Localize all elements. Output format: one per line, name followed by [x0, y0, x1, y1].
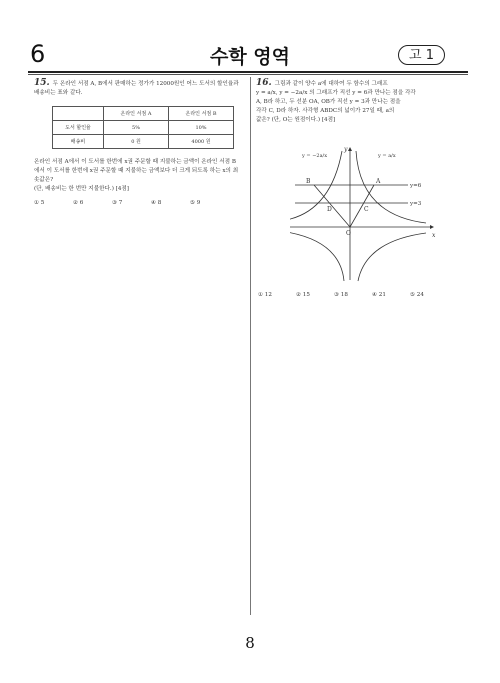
price-table — [52, 106, 234, 149]
header-rule-thin — [28, 74, 468, 75]
answer-option[interactable]: ⑤ 9 — [190, 200, 201, 206]
question-16-text: 그림과 같이 양수 a에 대하여 두 함수의 그래프 — [274, 81, 388, 87]
point-b-label: B — [306, 178, 311, 185]
segment-ob — [314, 185, 350, 227]
answer-option[interactable]: ③ 18 — [334, 292, 348, 298]
question-15-text: 두 온라인 서점 A, B에서 판매하는 정가가 12000원인 어느 도서의 할인율과 배송비는 표와 같다. — [34, 81, 239, 96]
question-16-line: A, B라 하고, 두 선분 OA, OB가 직선 y = 3과 만나는 점을 — [256, 99, 401, 105]
axis-label-x: x — [432, 232, 436, 239]
question-16 — [256, 79, 462, 125]
table-cell: 10% — [169, 121, 234, 135]
question-15-options — [34, 200, 240, 206]
answer-option[interactable]: ③ 7 — [112, 200, 123, 206]
question-15-prompt: 온라인 서점 A에서 이 도서를 한번에 x권 주문할 때 지불하는 금액이 온라인 서점 B에서 이 도서를 한번에 x권 주문할 때 지불하는 금액보다 더 크게 되도록 하는 x의 최솟값은? — [34, 159, 239, 183]
curve-a-over-x-q3 — [290, 231, 344, 281]
question-16-line: y = a/x, y = −2a/x 의 그래프가 직선 y = 6과 만나는 점을 각각 — [256, 90, 416, 96]
table-header-row — [53, 107, 234, 121]
table-cell: 5% — [104, 121, 169, 135]
point-d-label: D — [327, 206, 332, 213]
answer-option[interactable]: ⑤ 24 — [410, 292, 424, 298]
page-title: 수학 영역 — [209, 46, 291, 68]
question-16-line: 각각 C, D라 하자. 사각형 ABDC의 넓이가 27일 때, a의 — [256, 108, 395, 114]
answer-option[interactable]: ② 6 — [73, 200, 84, 206]
table-cell: 도서 할인율 — [53, 121, 104, 135]
table-row — [53, 121, 234, 135]
question-15-number: 15. — [34, 78, 50, 88]
line-y3-label: y=3 — [410, 201, 422, 207]
table-cell: 0 원 — [104, 135, 169, 149]
segment-oa — [350, 185, 374, 227]
answer-option[interactable]: ④ 8 — [151, 200, 162, 206]
curve-right-label: y = a/x — [378, 153, 396, 159]
answer-option[interactable]: ① 12 — [258, 292, 272, 298]
question-16-line: 값은? (단, O는 원점이다.) [4점] — [256, 117, 336, 123]
page-number-footer: 8 — [245, 634, 255, 652]
question-15 — [34, 79, 240, 206]
grade-badge: 고 1 — [398, 45, 445, 65]
column-divider — [250, 77, 251, 615]
point-c-label: C — [364, 206, 369, 213]
question-15-note: (단, 배송비는 한 번만 지불한다.) [4점] — [34, 186, 129, 192]
line-y6-label: y=6 — [410, 183, 422, 189]
curve-left-label: y = −2a/x — [302, 153, 328, 159]
section-number: 6 — [30, 40, 46, 68]
point-a-label: A — [376, 178, 381, 185]
axis-label-y: y — [344, 146, 348, 153]
curve-neg-2a-over-x-q2 — [290, 151, 342, 221]
header-rule — [28, 71, 468, 73]
question-16-number: 16. — [256, 78, 272, 88]
answer-option[interactable]: ② 15 — [296, 292, 310, 298]
table-header-cell: 온라인 서점 A — [104, 107, 169, 121]
y-axis-arrow-icon — [348, 147, 352, 151]
table-header-cell: 온라인 서점 B — [169, 107, 234, 121]
question-16-line — [256, 79, 462, 89]
x-axis-arrow-icon — [430, 225, 434, 229]
table-cell: 4000 원 — [169, 135, 234, 149]
table-cell: 배송비 — [53, 135, 104, 149]
table-row — [53, 135, 234, 149]
question-16-options — [258, 292, 448, 298]
answer-option[interactable]: ④ 21 — [372, 292, 386, 298]
curve-neg-2a-over-x-q4 — [358, 233, 426, 281]
origin-label: O — [346, 230, 351, 237]
question-15-stem — [34, 79, 240, 98]
answer-option[interactable]: ① 5 — [34, 200, 45, 206]
table-header-cell — [53, 107, 104, 121]
hyperbola-graph — [290, 145, 440, 285]
